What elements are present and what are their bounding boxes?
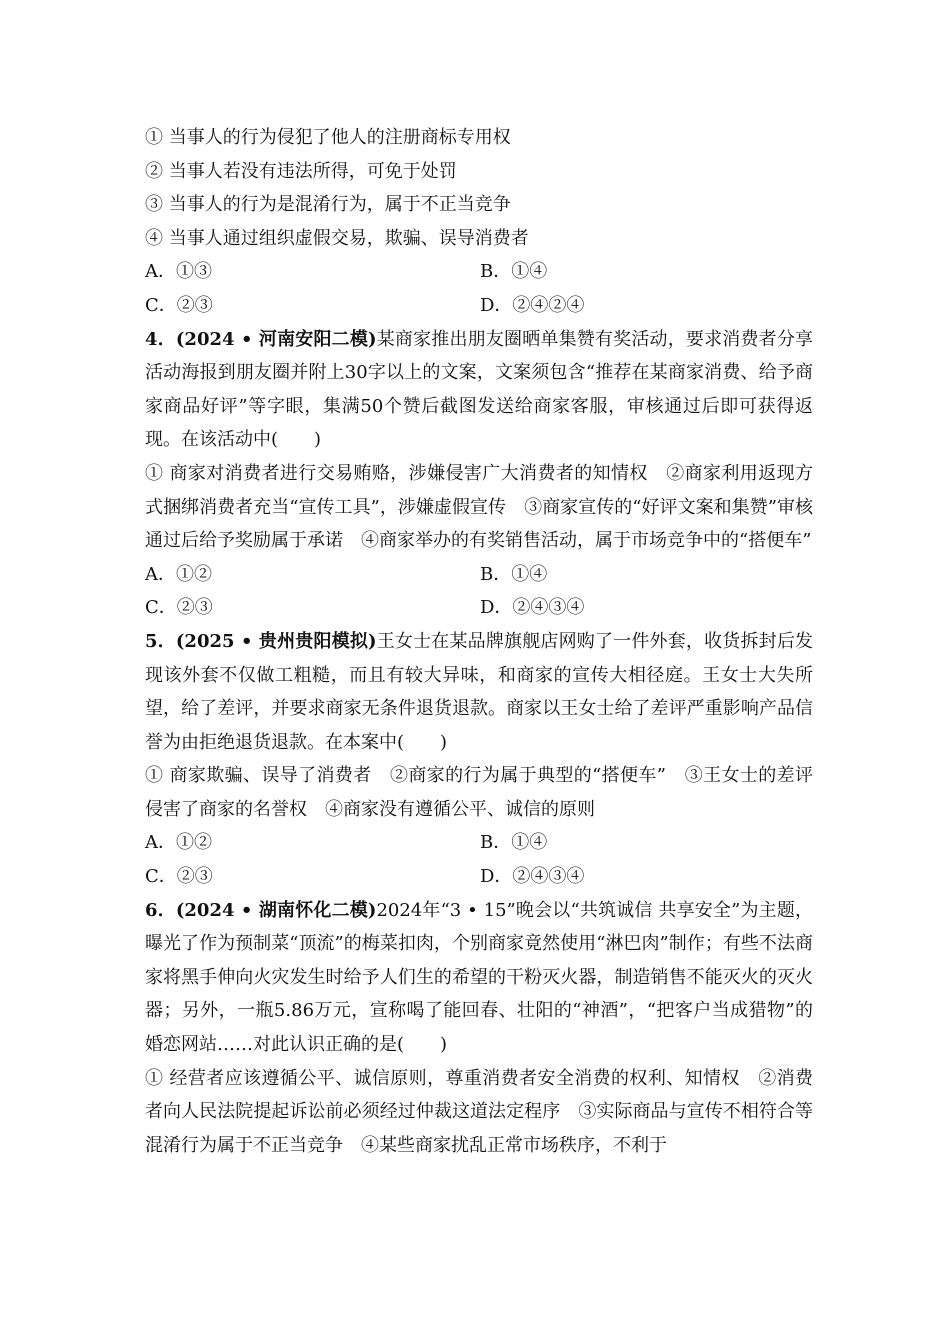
q6-stem — [145, 894, 813, 1062]
q4-options-row-2 — [145, 591, 813, 625]
q6-statements: ① 经营者应该遵循公平、诚信原则，尊重消费者安全消费的权利、知情权 ②消费者向人民法院提起诉讼前必须经过仲裁这道法定程序 ③实际商品与宣传不相符合等混淆行为属于不正当竞争 ④某些商家扰乱正常市场秩序，不利于 — [145, 1067, 813, 1156]
q3-options-row-1 — [145, 255, 813, 289]
q3-option-b: B．①④ — [480, 261, 548, 283]
q5-option-d: D．②④③④ — [480, 866, 585, 888]
q4-stem — [145, 323, 813, 457]
q5-option-a: A．①② — [145, 832, 212, 854]
question-6 — [145, 894, 813, 1163]
q4-option-d: D．②④③④ — [480, 597, 585, 619]
q5-option-c: C．②③ — [145, 866, 213, 888]
q3-option-c: C．②③ — [145, 294, 213, 316]
q4-option-c: C．②③ — [145, 597, 213, 619]
q4-source: (2024 • 河南安阳二模) — [175, 328, 377, 350]
q5-options-row-1 — [145, 826, 813, 860]
exam-page — [145, 121, 813, 1162]
q6-stem-text: 2024年“3 • 15”晚会以“共筑诚信 共享安全”为主题，曝光了作为预制菜“顶流”的梅菜扣肉，个别商家竟然使用“淋巴肉”制作；有些不法商家将黑手伸向火灾发生时给予人们生的希望的干粉灭火器，制造销售不能灭火的灭火器；另外，一瓶5.86万元，宣称喝了能回春、壮阳的“神酒”，“把客户当成猎物”的婚恋网站……对此认识正确的是( ) — [145, 899, 813, 1056]
question-3-tail — [145, 121, 813, 323]
q3-options-row-2 — [145, 289, 813, 323]
q5-options-row-2 — [145, 860, 813, 894]
q3-statement-3: ③ 当事人的行为是混淆行为，属于不正当竞争 — [145, 194, 511, 216]
q4-stem-text: 某商家推出朋友圈晒单集赞有奖活动，要求消费者分享活动海报到朋友圈并附上30字以上的文案，文案须包含“推荐在某商家消费、给予商家商品好评”等字眼，集满50个赞后截图发送给商家客服，审核通过后即可获得返现。在该活动中( ) — [145, 328, 814, 451]
q4-options-row-1 — [145, 558, 813, 592]
q5-statements: ① 商家欺骗、误导了消费者 ②商家的行为属于典型的“搭便车” ③王女士的差评侵害了商家的名誉权 ④商家没有遵循公平、诚信的原则 — [145, 765, 813, 820]
q4-number: 4． — [145, 328, 176, 350]
q3-option-a: A．①③ — [145, 261, 212, 283]
q4-option-a: A．①② — [145, 563, 212, 585]
q3-statement-2: ② 当事人若没有违法所得，可免于处罚 — [145, 160, 457, 182]
q3-statement-1: ① 当事人的行为侵犯了他人的注册商标专用权 — [145, 127, 511, 148]
q6-number: 6． — [145, 899, 176, 921]
q5-option-b: B．①④ — [480, 832, 548, 854]
q5-source: (2025 • 贵州贵阳模拟) — [175, 630, 377, 652]
q6-source: (2024 • 湖南怀化二模) — [175, 899, 377, 921]
q3-option-d: D．②④②④ — [480, 294, 585, 316]
q4-statements: ① 商家对消费者进行交易贿赂，涉嫌侵害广大消费者的知情权 ②商家利用返现方式捆绑消费者充当“宣传工具”，涉嫌虚假宣传 ③商家宣传的“好评文案和集赞”审核通过后给予奖励属于承诺 ④商家举办的有奖销售活动，属于市场竞争中的“搭便车” — [145, 462, 813, 552]
q4-option-b: B．①④ — [480, 563, 548, 585]
q3-statement-4: ④ 当事人通过组织虚假交易，欺骗、误导消费者 — [145, 227, 529, 249]
q5-stem-text: 王女士在某品牌旗舰店网购了一件外套，收货拆封后发现该外套不仅做工粗糙，而且有较大异味，和商家的宣传大相径庭。王女士大失所望，给了差评，并要求商家无条件退货退款。商家以王女士给了差评严重影响产品信誉为由拒绝退货退款。在本案中( ) — [145, 630, 814, 753]
question-5 — [145, 625, 813, 894]
question-4 — [145, 323, 813, 625]
q5-number: 5． — [145, 630, 176, 652]
q5-stem — [145, 625, 813, 759]
